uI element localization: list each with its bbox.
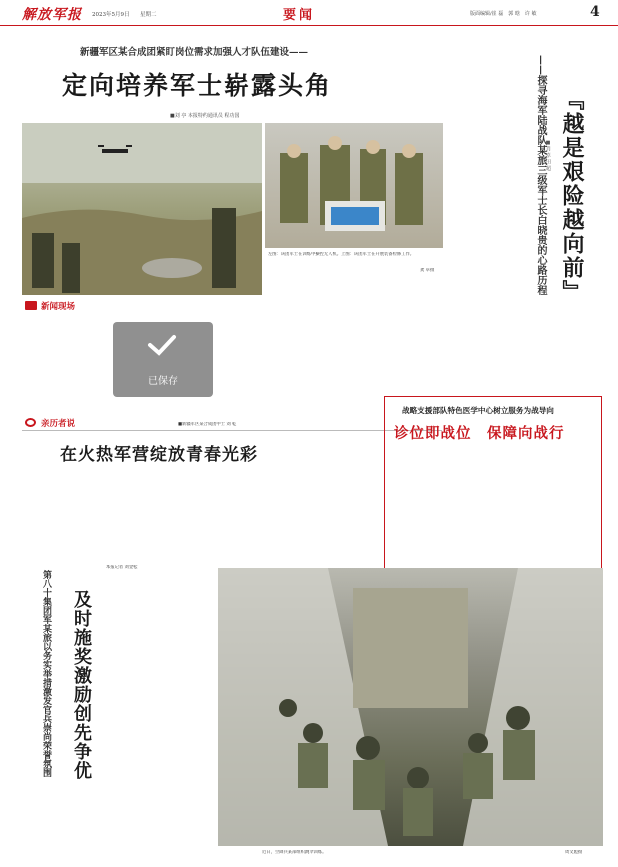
news-live-label: 新闻现场 (41, 302, 76, 312)
soldier-talk-label: 亲历者说 (41, 419, 76, 429)
article5-kicker: 第八十集团军某旅以务实举措激发官兵崇尚荣誉氛围 (41, 570, 51, 777)
drone-training-photo (22, 123, 262, 295)
page-header (0, 0, 618, 26)
newspaper-logo: 解放军报 (22, 7, 82, 23)
speech-bubble-icon (25, 418, 36, 427)
divider (22, 430, 442, 431)
saved-label: 已保存 (148, 376, 178, 387)
editor-credits: 版面编辑/崔 磊 郭 晗 许 敏 (470, 11, 537, 17)
check-icon (147, 334, 177, 356)
article4-title: 诊位即战位 保障向战行 (394, 425, 565, 442)
article1-kicker: 新疆军区某合成团紧盯岗位需求加强人才队伍建设—— (80, 47, 309, 58)
equipment-repair-photo (265, 123, 443, 248)
photo2-credit: 周文彪摄 (565, 850, 583, 855)
page-number: 4 (590, 4, 600, 20)
article4-kicker: 战略支援部队特色医学中心树立服务为战导向 (402, 406, 554, 415)
section-title: 要闻 (283, 8, 316, 23)
article1-byline: ■刘 亭 本报特约通讯员 程功国 (170, 113, 240, 119)
weekday: 星期二 (140, 12, 157, 18)
photo2-caption: 近日，空降兵某部组织跳伞训练。 (262, 850, 327, 855)
article3-title: 『越是艰险越向前』 (559, 88, 585, 304)
article1-title: 定向培养军士崭露头角 (62, 71, 333, 100)
news-live-section (25, 300, 110, 312)
article3-byline: ■肖 卓 田 超 (545, 140, 551, 171)
saved-overlay[interactable] (113, 322, 213, 397)
article5-byline: 本报记者 刘金松 (106, 565, 138, 570)
article1-photo-credit: 龚 卓摄 (420, 268, 435, 273)
camera-icon (25, 301, 37, 310)
issue-date: 2023年5月9日 (92, 12, 130, 18)
article3-kicker: ——探寻海军陆战队某旅三级军士长白晓贵的心路历程 (535, 55, 546, 295)
parachute-training-photo (218, 568, 603, 846)
article2-title: 在火热军营绽放青春光彩 (60, 445, 258, 465)
article2-source: ■新疆军区某合成团中士 刘 乾 (178, 422, 237, 427)
article1-photo-caption: 左图：该团军士在训练中操控无人机。上图：该团军士在开展装备检修工作。 (268, 252, 415, 257)
article5-title: 及时施奖激励创先争优 (71, 590, 92, 780)
soldier-talk-section (25, 417, 110, 429)
